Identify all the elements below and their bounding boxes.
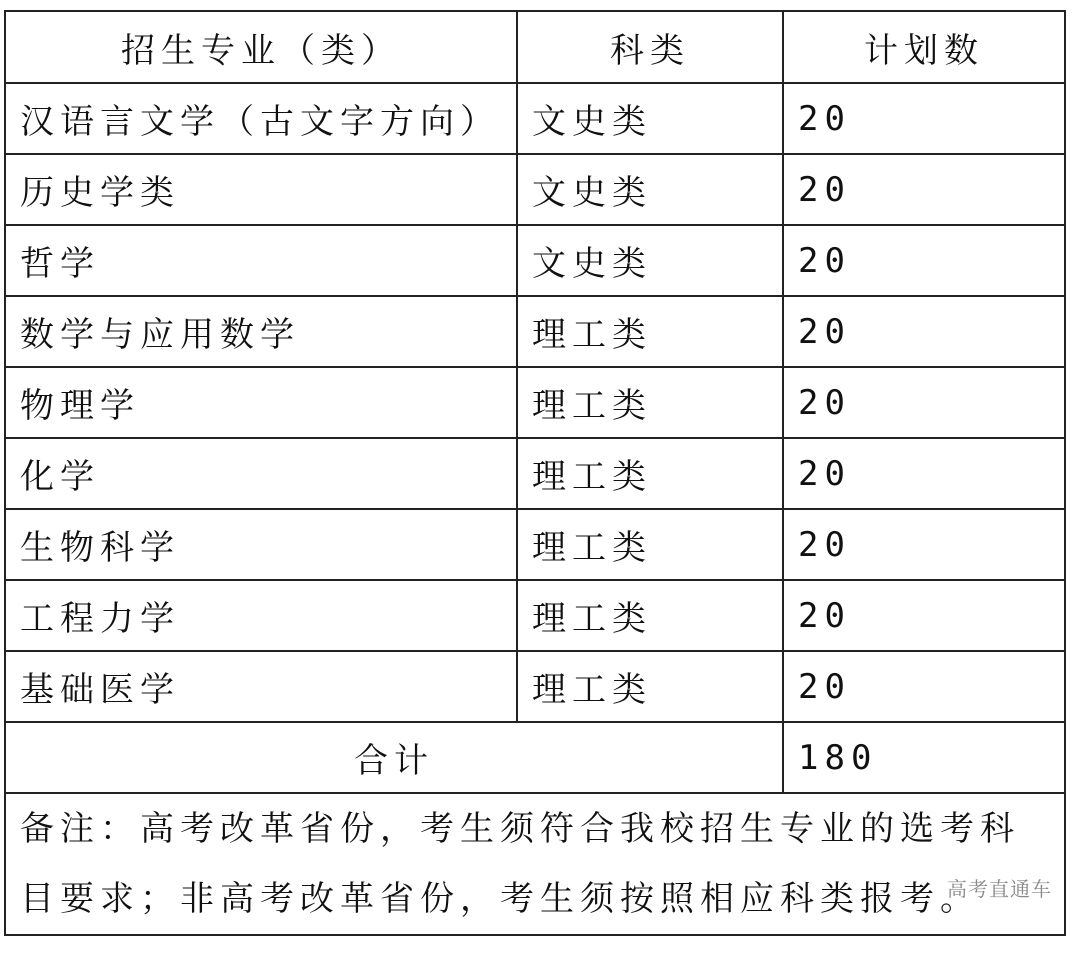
total-label: 合计	[5, 722, 783, 793]
table-row	[5, 367, 1065, 438]
cell-major: 哲学	[5, 225, 517, 296]
total-row	[5, 722, 1065, 793]
cell-major: 物理学	[5, 367, 517, 438]
cell-major: 汉语言文学（古文字方向）	[5, 83, 517, 154]
cell-category: 理工类	[517, 651, 783, 722]
enrollment-plan-table	[4, 10, 1066, 936]
cell-quota: 20	[783, 367, 1065, 438]
total-value: 180	[783, 722, 1065, 793]
header-quota: 计划数	[783, 11, 1065, 83]
cell-category: 理工类	[517, 580, 783, 651]
cell-major: 数学与应用数学	[5, 296, 517, 367]
table-row	[5, 651, 1065, 722]
table-row	[5, 296, 1065, 367]
table-row	[5, 580, 1065, 651]
cell-quota: 20	[783, 580, 1065, 651]
cell-major: 历史学类	[5, 154, 517, 225]
cell-category: 理工类	[517, 296, 783, 367]
cell-quota: 20	[783, 509, 1065, 580]
table-row	[5, 225, 1065, 296]
table-row	[5, 83, 1065, 154]
cell-major: 工程力学	[5, 580, 517, 651]
table-row	[5, 509, 1065, 580]
cell-category: 理工类	[517, 367, 783, 438]
cell-quota: 20	[783, 83, 1065, 154]
cell-category: 理工类	[517, 438, 783, 509]
table-header-row	[5, 11, 1065, 83]
cell-category: 理工类	[517, 509, 783, 580]
cell-quota: 20	[783, 438, 1065, 509]
watermark-label: 高考直通车	[947, 877, 1052, 901]
note-row	[5, 793, 1065, 935]
cell-quota: 20	[783, 225, 1065, 296]
table-row	[5, 154, 1065, 225]
cell-category: 文史类	[517, 154, 783, 225]
header-category: 科类	[517, 11, 783, 83]
cell-quota: 20	[783, 296, 1065, 367]
table-row	[5, 438, 1065, 509]
cell-major: 基础医学	[5, 651, 517, 722]
cell-category: 文史类	[517, 83, 783, 154]
cell-quota: 20	[783, 154, 1065, 225]
cell-quota: 20	[783, 651, 1065, 722]
cell-major: 化学	[5, 438, 517, 509]
note-text: 备注：高考改革省份，考生须符合我校招生专业的选考科目要求；非高考改革省份，考生须按照相应科类报考。	[20, 809, 1020, 919]
cell-category: 文史类	[517, 225, 783, 296]
header-major: 招生专业（类）	[5, 11, 517, 83]
note-cell	[5, 793, 1065, 935]
cell-major: 生物科学	[5, 509, 517, 580]
